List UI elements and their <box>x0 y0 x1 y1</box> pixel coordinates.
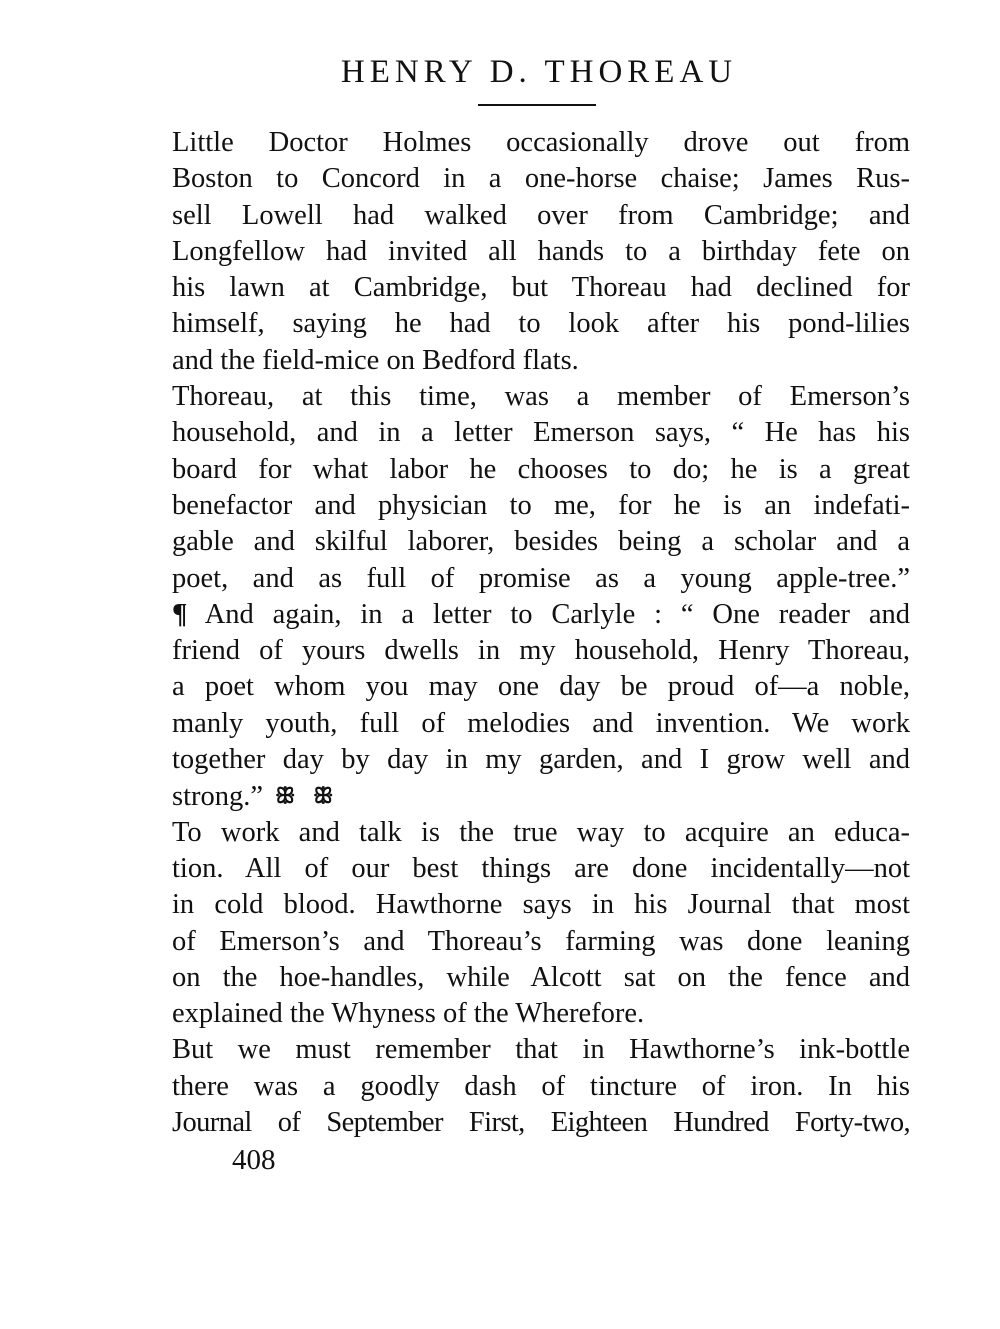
text-line: of Emerson’s and Thoreau’s farming was done leaning <box>172 925 910 957</box>
page-body <box>172 125 910 1141</box>
text-line: benefactor and physician to me, for he is an indefati- <box>172 489 910 521</box>
text-line: household, and in a letter Emerson says, “ He has his <box>172 417 910 449</box>
text-line: there was a goodly dash of tincture of iron. In his <box>172 1070 910 1102</box>
text-line: sell Lowell had walked over from Cambridge; and <box>172 199 910 231</box>
text-line: Journal of September First, Eighteen Hundred Forty-two, <box>172 1107 910 1139</box>
text-line: Thoreau, at this time, was a member of Emerson’s <box>172 381 910 413</box>
text-line: But we must remember that in Hawthorne’s ink-bottle <box>172 1034 910 1066</box>
text-line: gable and skilful laborer, besides being a scholar and a <box>172 526 910 558</box>
text-line: and the field-mice on Bedford flats. <box>172 344 579 376</box>
text-line: on the hoe-handles, while Alcott sat on the fence and <box>172 961 910 993</box>
text-line: friend of yours dwells in my household, Henry Thoreau, <box>172 635 910 667</box>
text-line: himself, saying he had to look after his pond-lilies <box>172 308 910 340</box>
pilcrow-mark: ¶ <box>172 598 188 630</box>
text-line: a poet whom you may one day be proud of—a noble, <box>172 671 910 703</box>
text-line: his lawn at Cambridge, but Thoreau had declined for <box>172 272 910 304</box>
text-line: in cold blood. Hawthorne says in his Journal that most <box>172 889 910 921</box>
text-line-content: strong.” <box>172 781 264 813</box>
text-line: tion. All of our best things are done incidentally—not <box>172 852 910 884</box>
running-head-title: HENRY D. THOREAU <box>340 54 738 90</box>
text-line-with-pilcrow <box>172 597 910 633</box>
text-line: poet, and as full of promise as a young apple-tree.” <box>172 562 910 594</box>
header-rule <box>478 104 596 106</box>
text-line-content: And again, in a letter to Carlyle : “ One reader and <box>204 598 910 630</box>
text-line: Longfellow had invited all hands to a birthday fete on <box>172 235 910 267</box>
leaf-ornament-icon: ꕥ ꕥ <box>275 783 340 809</box>
text-line: Boston to Concord in a one-horse chaise; James Rus- <box>172 163 910 195</box>
running-head-block <box>0 52 1000 106</box>
page-number: 408 <box>232 1144 276 1176</box>
text-line: explained the Whyness of the Wherefore. <box>172 998 645 1030</box>
text-line: together day by day in my garden, and I grow well and <box>172 744 910 776</box>
text-line-with-ornament <box>172 778 910 814</box>
text-line: manly youth, full of melodies and invention. We work <box>172 707 910 739</box>
text-line: board for what labor he chooses to do; he is a great <box>172 453 910 485</box>
text-line: To work and talk is the true way to acquire an educa- <box>172 816 910 848</box>
text-line: Little Doctor Holmes occasionally drove out from <box>172 127 910 158</box>
